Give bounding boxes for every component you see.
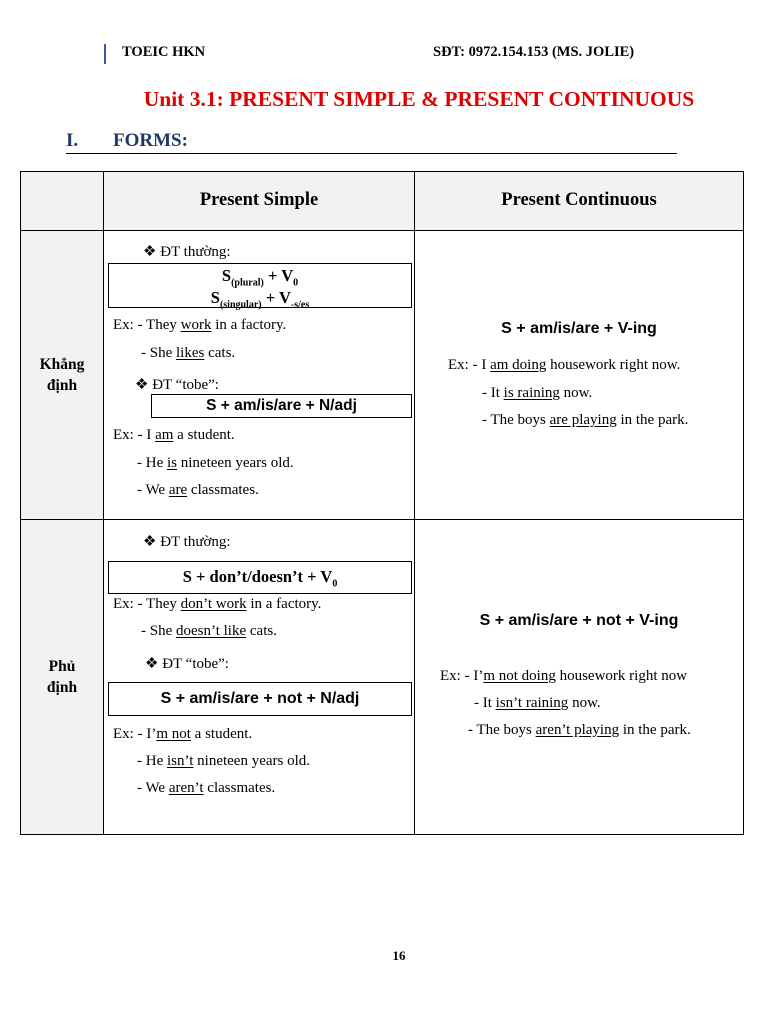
section-number: I.	[66, 130, 79, 151]
formula-plural: $S_{(plural)} + V_0$	[221, 266, 299, 289]
bullet-ordinary-verb: ❖ ĐT thường:	[143, 244, 231, 260]
page-title: Unit 3.1: PRESENT SIMPLE & PRESENT CONTINUOUS	[143, 87, 695, 111]
section-title: FORMS:	[113, 130, 188, 151]
formula-box-ordinary-verb	[108, 263, 412, 311]
formula-box-negative-tobe: S + am/is/are + not + N/adj	[108, 682, 412, 716]
header-contact: SĐT: 0972.154.153 (MS. JOLIE)	[433, 44, 635, 60]
bullet-tobe-negative: ❖ ĐT “tobe”:	[145, 656, 229, 672]
example-line: - We aren’t classmates.	[137, 780, 276, 796]
example-line: Ex: - They don’t work in a factory.	[113, 596, 322, 612]
col-header-simple-cell	[103, 171, 415, 231]
example-line: - We are classmates.	[137, 482, 259, 498]
example-line: - The boys are playing in the park.	[482, 412, 689, 428]
row-label-negative	[21, 656, 103, 698]
header-brand: TOEIC HKN	[122, 44, 206, 60]
page-number: 16	[392, 948, 406, 963]
bullet-ordinary-verb-negative: ❖ ĐT thường:	[143, 534, 231, 550]
example-line: - He isn’t nineteen years old.	[137, 753, 311, 769]
example-line: - She likes cats.	[141, 345, 236, 361]
row-label-affirmative	[21, 354, 103, 396]
affirmative-continuous-cell	[414, 230, 744, 520]
example-line: - The boys aren’t playing in the park.	[468, 722, 691, 738]
example-line: Ex: - I am a student.	[113, 427, 235, 443]
example-line: Ex: - I’m not doing housework right now	[440, 668, 688, 684]
bullet-tobe: ❖ ĐT “tobe”:	[135, 377, 219, 393]
example-line: Ex: - I am doing housework right now.	[448, 357, 681, 373]
row-label-negative-line2: định	[46, 679, 78, 696]
col-header-continuous: Present Continuous	[501, 190, 657, 210]
row-label-negative-line1: Phủ	[48, 658, 76, 675]
row-label-affirmative-line1: Khẳng	[39, 356, 85, 373]
section-underline	[66, 153, 677, 154]
example-line: Ex: - They work in a factory.	[113, 317, 287, 333]
formula-singular: $S_{(singular)} + V_{-s/es}$	[210, 288, 310, 311]
formula-box-negative-ordinary: S + don’t/doesn’t + $V_0$	[108, 561, 412, 594]
row-label-affirmative-cell	[20, 230, 104, 520]
example-line: - He is nineteen years old.	[137, 455, 294, 471]
col-header-continuous-cell	[414, 171, 744, 231]
row-label-negative-cell	[20, 519, 104, 835]
formula-box-tobe: S + am/is/are + N/adj	[151, 394, 412, 418]
header-accent-bar	[104, 44, 106, 64]
example-line: - It is raining now.	[482, 385, 593, 401]
example-line: - She doesn’t like cats.	[141, 623, 277, 639]
table-corner-cell	[20, 171, 104, 231]
formula-continuous-negative: S + am/is/are + not + V-ing	[479, 612, 679, 629]
example-line: Ex: - I’m not a student.	[113, 726, 253, 742]
formula-continuous-affirmative: S + am/is/are + V-ing	[501, 320, 657, 337]
col-header-simple: Present Simple	[199, 190, 319, 210]
row-label-affirmative-line2: định	[46, 377, 78, 394]
example-line: - It isn’t raining now.	[474, 695, 601, 711]
